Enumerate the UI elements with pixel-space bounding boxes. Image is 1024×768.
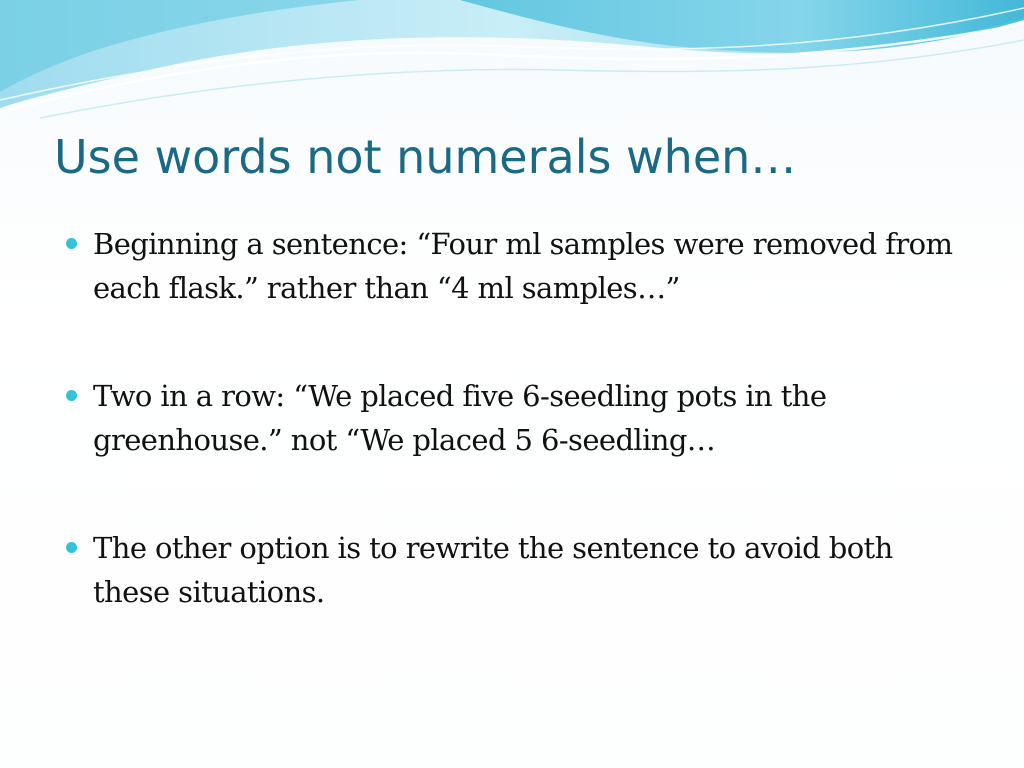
bullet-dot-icon (66, 390, 77, 401)
header-wave-decoration (0, 0, 1024, 130)
bullet-text: The other option is to rewrite the sentence to avoid both these situations. (93, 531, 893, 609)
bullet-item (60, 374, 960, 462)
bullet-dot-icon (66, 542, 77, 553)
bullet-item (60, 222, 960, 310)
bullet-list (60, 222, 960, 678)
bullet-text: Two in a row: “We placed five 6-seedling pots in the greenhouse.” not “We placed 5 6-seedling… (93, 379, 827, 457)
bullet-dot-icon (66, 238, 77, 249)
slide-title: Use words not numerals when… (54, 130, 797, 184)
bullet-item (60, 526, 960, 614)
bullet-text: Beginning a sentence: “Four ml samples were removed from each flask.” rather than “4 ml samples…” (93, 227, 953, 305)
